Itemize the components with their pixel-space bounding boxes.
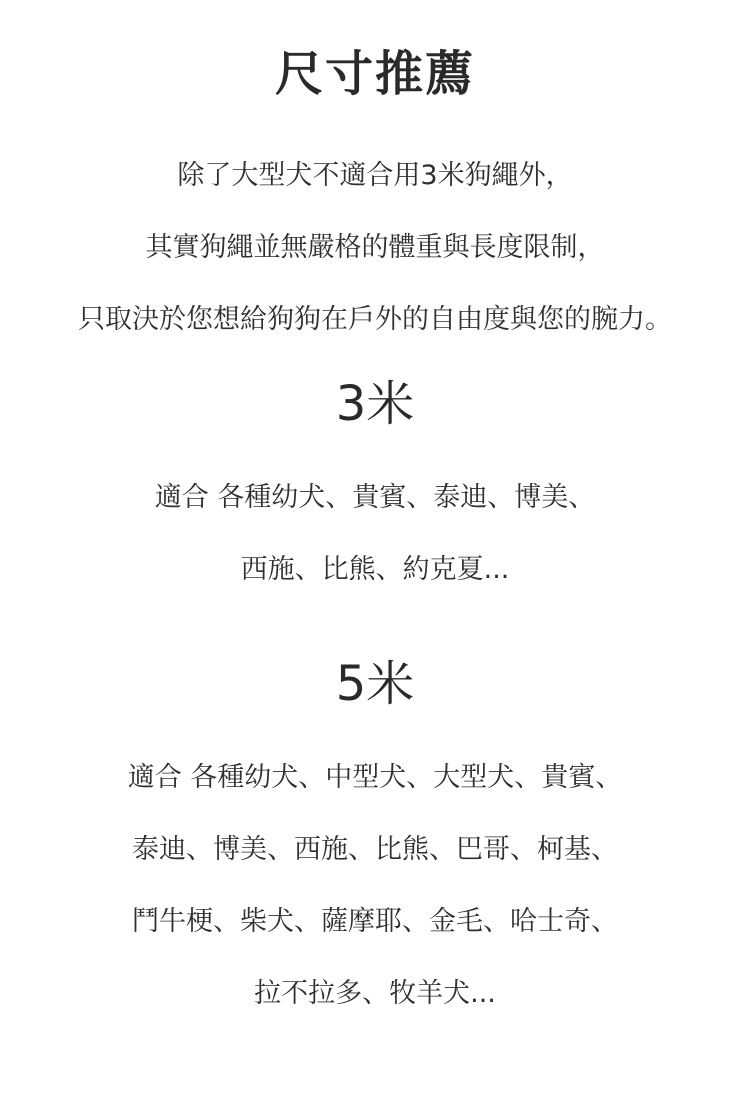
breed-list-line: 泰迪、博美、西施、比熊、巴哥、柯基、 — [132, 834, 618, 865]
breed-list-line: 適合 各種幼犬、貴賓、泰迪、博美、 — [154, 482, 596, 513]
intro-line: 其實狗繩並無嚴格的體重與長度限制， — [145, 232, 605, 263]
breed-list-line: 鬥牛梗、柴犬、薩摩耶、金毛、哈士奇、 — [132, 906, 618, 937]
section-body-5m — [0, 742, 750, 1030]
page-title: 尺寸推薦 — [274, 46, 475, 102]
intro-line: 只取決於您想給狗狗在戶外的自由度與您的腕力。 — [78, 304, 672, 335]
intro-text — [0, 140, 750, 356]
intro-line: 除了大型犬不適合用3米狗繩外， — [177, 160, 573, 191]
section-title-3m: 3米 — [335, 376, 415, 432]
section-title-5m: 5米 — [335, 656, 415, 712]
breed-list-line: 適合 各種幼犬、中型犬、大型犬、貴賓、 — [127, 762, 623, 793]
breed-list-line: 拉不拉多、牧羊犬... — [254, 978, 496, 1009]
breed-list-line: 西施、比熊、約克夏... — [240, 554, 510, 585]
section-body-3m — [0, 462, 750, 606]
